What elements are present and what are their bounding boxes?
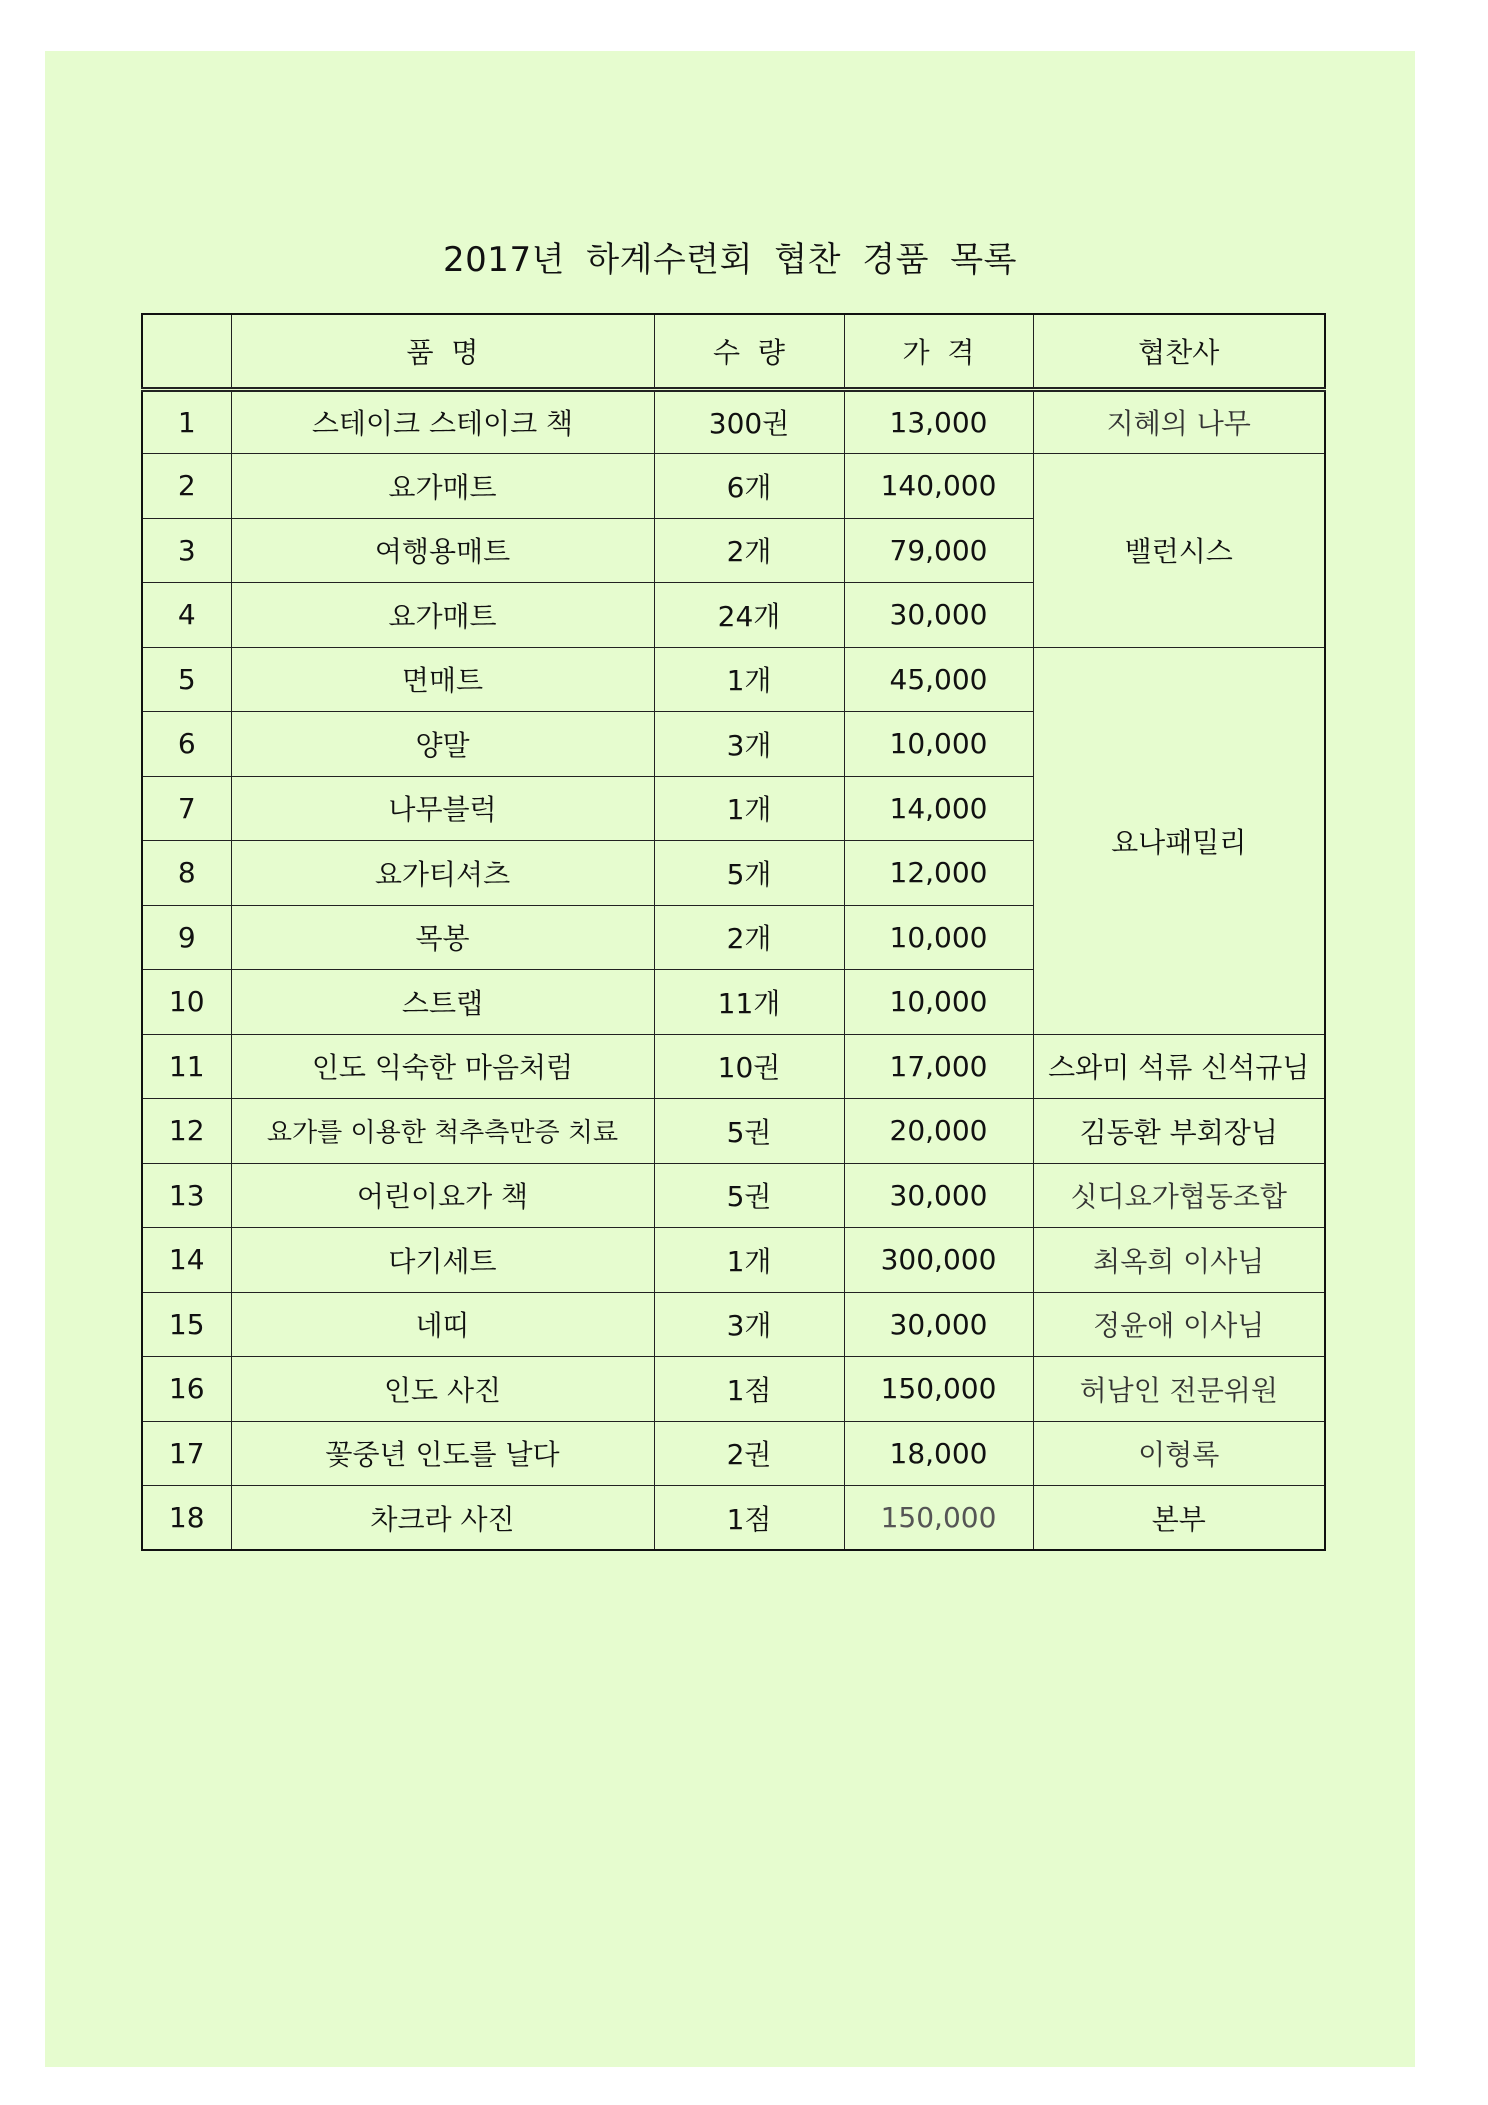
sponsor: 본부 bbox=[1033, 1486, 1325, 1551]
item-price: 10,000 bbox=[844, 970, 1033, 1035]
row-no: 8 bbox=[142, 841, 231, 906]
item-name: 어린이요가 책 bbox=[231, 1163, 654, 1228]
item-name: 다기세트 bbox=[231, 1228, 654, 1293]
sponsor: 김동환 부회장님 bbox=[1033, 1099, 1325, 1164]
item-name: 여행용매트 bbox=[231, 518, 654, 583]
item-price: 13,000 bbox=[844, 389, 1033, 454]
row-no: 13 bbox=[142, 1163, 231, 1228]
item-price: 300,000 bbox=[844, 1228, 1033, 1293]
table-row bbox=[142, 1357, 1325, 1422]
item-name: 꽃중년 인도를 날다 bbox=[231, 1421, 654, 1486]
item-price: 45,000 bbox=[844, 647, 1033, 712]
table-row bbox=[142, 1034, 1325, 1099]
row-no: 12 bbox=[142, 1099, 231, 1164]
item-price: 79,000 bbox=[844, 518, 1033, 583]
table-row bbox=[142, 454, 1325, 519]
item-qty: 5권 bbox=[654, 1163, 844, 1228]
row-no: 1 bbox=[142, 389, 231, 454]
document-page bbox=[45, 51, 1415, 2067]
sponsor: 정윤애 이사님 bbox=[1033, 1292, 1325, 1357]
table-row bbox=[142, 1292, 1325, 1357]
item-name: 인도 익숙한 마음처럼 bbox=[231, 1034, 654, 1099]
item-price: 14,000 bbox=[844, 776, 1033, 841]
sponsor: 싯디요가협동조합 bbox=[1033, 1163, 1325, 1228]
item-name: 목봉 bbox=[231, 905, 654, 970]
header-sponsor: 협찬사 bbox=[1033, 314, 1325, 389]
item-qty: 1개 bbox=[654, 776, 844, 841]
row-no: 16 bbox=[142, 1357, 231, 1422]
item-price: 10,000 bbox=[844, 712, 1033, 777]
item-name: 네띠 bbox=[231, 1292, 654, 1357]
item-name: 양말 bbox=[231, 712, 654, 777]
item-qty: 2개 bbox=[654, 518, 844, 583]
row-no: 6 bbox=[142, 712, 231, 777]
item-name: 요가매트 bbox=[231, 583, 654, 648]
row-no: 10 bbox=[142, 970, 231, 1035]
header-qty: 수 량 bbox=[654, 314, 844, 389]
header-name: 품 명 bbox=[231, 314, 654, 389]
item-price: 150,000 bbox=[844, 1486, 1033, 1551]
row-no: 18 bbox=[142, 1486, 231, 1551]
row-no: 9 bbox=[142, 905, 231, 970]
item-qty: 5권 bbox=[654, 1099, 844, 1164]
document-title: 2017년 하계수련회 협찬 경품 목록 bbox=[443, 240, 1017, 280]
row-no: 11 bbox=[142, 1034, 231, 1099]
row-no: 15 bbox=[142, 1292, 231, 1357]
item-qty: 300권 bbox=[654, 389, 844, 454]
row-no: 3 bbox=[142, 518, 231, 583]
item-qty: 10권 bbox=[654, 1034, 844, 1099]
item-qty: 3개 bbox=[654, 712, 844, 777]
sponsor: 요나패밀리 bbox=[1033, 647, 1325, 1034]
gift-table bbox=[141, 313, 1326, 1551]
item-qty: 1점 bbox=[654, 1486, 844, 1551]
item-price: 150,000 bbox=[844, 1357, 1033, 1422]
table-row bbox=[142, 1421, 1325, 1486]
table-row bbox=[142, 647, 1325, 712]
sponsor: 밸런시스 bbox=[1033, 454, 1325, 648]
header-price: 가 격 bbox=[844, 314, 1033, 389]
row-no: 14 bbox=[142, 1228, 231, 1293]
sponsor: 지혜의 나무 bbox=[1033, 389, 1325, 454]
item-name: 스트랩 bbox=[231, 970, 654, 1035]
table-row bbox=[142, 1486, 1325, 1551]
item-price: 12,000 bbox=[844, 841, 1033, 906]
row-no: 4 bbox=[142, 583, 231, 648]
item-qty: 2개 bbox=[654, 905, 844, 970]
item-price: 30,000 bbox=[844, 1292, 1033, 1357]
sponsor: 이형록 bbox=[1033, 1421, 1325, 1486]
item-name: 요가매트 bbox=[231, 454, 654, 519]
item-price: 20,000 bbox=[844, 1099, 1033, 1164]
item-name: 차크라 사진 bbox=[231, 1486, 654, 1551]
table-row bbox=[142, 1228, 1325, 1293]
table-row bbox=[142, 1099, 1325, 1164]
item-qty: 1개 bbox=[654, 647, 844, 712]
sponsor: 최옥희 이사님 bbox=[1033, 1228, 1325, 1293]
item-qty: 5개 bbox=[654, 841, 844, 906]
item-qty: 3개 bbox=[654, 1292, 844, 1357]
item-qty: 6개 bbox=[654, 454, 844, 519]
row-no: 17 bbox=[142, 1421, 231, 1486]
item-name: 요가티셔츠 bbox=[231, 841, 654, 906]
row-no: 2 bbox=[142, 454, 231, 519]
item-name: 요가를 이용한 척추측만증 치료 bbox=[231, 1099, 654, 1164]
item-qty: 1개 bbox=[654, 1228, 844, 1293]
item-qty: 2권 bbox=[654, 1421, 844, 1486]
item-price: 30,000 bbox=[844, 583, 1033, 648]
item-price: 30,000 bbox=[844, 1163, 1033, 1228]
table-row bbox=[142, 1163, 1325, 1228]
item-price: 17,000 bbox=[844, 1034, 1033, 1099]
item-name: 나무블럭 bbox=[231, 776, 654, 841]
item-qty: 11개 bbox=[654, 970, 844, 1035]
item-qty: 1점 bbox=[654, 1357, 844, 1422]
item-qty: 24개 bbox=[654, 583, 844, 648]
table-header-row bbox=[142, 314, 1325, 389]
sponsor: 스와미 석류 신석규님 bbox=[1033, 1034, 1325, 1099]
header-no bbox=[142, 314, 231, 389]
item-price: 10,000 bbox=[844, 905, 1033, 970]
row-no: 7 bbox=[142, 776, 231, 841]
item-name: 면매트 bbox=[231, 647, 654, 712]
item-name: 스테이크 스테이크 책 bbox=[231, 389, 654, 454]
item-price: 18,000 bbox=[844, 1421, 1033, 1486]
row-no: 5 bbox=[142, 647, 231, 712]
item-name: 인도 사진 bbox=[231, 1357, 654, 1422]
sponsor: 허남인 전문위원 bbox=[1033, 1357, 1325, 1422]
table-row bbox=[142, 389, 1325, 454]
item-price: 140,000 bbox=[844, 454, 1033, 519]
